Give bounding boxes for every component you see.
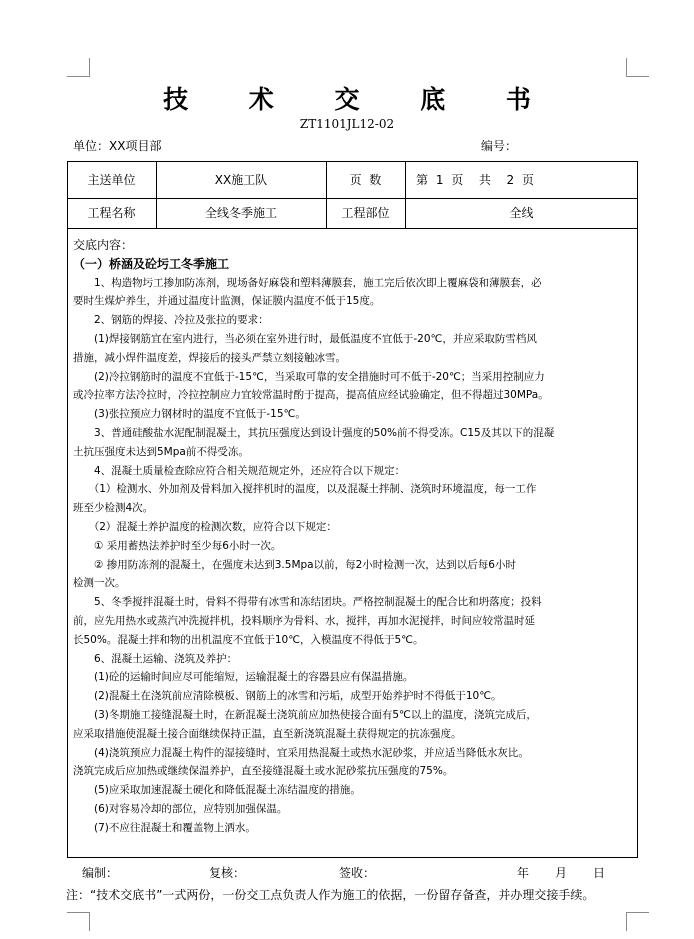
- content-line: ① 采用蓄热法养护时至少每6小时一次。: [73, 539, 282, 552]
- project-part-label: 工程部位: [341, 206, 390, 220]
- content-line: 土抗压强度未达到5Mpa前不得受冻。: [73, 445, 249, 458]
- table-row-divider: [67, 228, 638, 229]
- reviewed-by-label: 复核：: [209, 866, 246, 880]
- content-line: (1)焊接钢筋宜在室内进行，当必须在室外进行时，最低温度不宜低于-20℃，并应采取防雪档风: [73, 332, 537, 345]
- content-line: （2）混凝土养护温度的检测次数，应符合以下规定：: [73, 520, 337, 533]
- content-line: 浇筑完成后应加热或继续保温养护，直至接缝混凝土或水泥砂浆抗压强度的75%。: [73, 765, 454, 778]
- page-count-value: 第 1 页 共 2 页: [416, 173, 534, 187]
- section-heading: （一）桥涵及砼圬工冬季施工: [73, 256, 230, 271]
- content-line: 6、混凝土运输、浇筑及养护：: [73, 652, 238, 665]
- content-line: (5)应采取加速混凝土硬化和降低混凝土冻结温度的措施。: [73, 784, 361, 797]
- content-line: ② 掺用防冻剂的混凝土，在强度未达到3.5Mpa以前，每2小时检测一次，达到以后每6小时: [73, 558, 516, 571]
- received-by-label: 签收：: [339, 866, 376, 880]
- year-label: 年: [517, 866, 530, 880]
- content-line: (6)对容易冷却的部位，应特别加强保温。: [73, 802, 288, 815]
- content-line: (4)浇筑预应力混凝土构件的湿接缝时，宜采用热混凝土或热水泥砂浆，并应适当降低水灰比。: [73, 746, 529, 759]
- content-line: 应采取措施使混凝土接合面继续保持正温，直至新浇筑混凝土获得规定的抗冻强度。: [73, 727, 462, 740]
- send-unit-label: 主送单位: [87, 173, 136, 187]
- content-line: 或冷拉率方法冷拉时，冷拉控制应力宜较常温时酌于提高，提高值应经试验确定，但不得超过30MPa。: [73, 389, 549, 402]
- content-line: (3)冬期施工接缝混凝土时，在新混凝土浇筑前应加热使接合面有5℃以上的温度，浇筑完成后，: [73, 708, 537, 721]
- month-label: 月: [555, 866, 568, 880]
- page-count-label: 页 数: [349, 173, 382, 187]
- content-line: (1)砼的运输时间应尽可能缩短，运输混凝土的容器县应有保温措施。: [73, 671, 414, 684]
- serial-number-label: 编号：: [481, 139, 518, 153]
- project-name-value: 全线冬季施工: [204, 206, 277, 220]
- project-name-label: 工程名称: [87, 206, 136, 220]
- content-line: 班至少检测4次。: [73, 502, 154, 515]
- content-line: 长50%。混凝土拌和物的出机温度不宜低于10℃，入模温度不得低于5℃。: [73, 633, 424, 646]
- content-line: 检测一次。: [73, 577, 126, 590]
- unit-label: 单位：XX项目部: [73, 139, 162, 153]
- content-label: 交底内容：: [73, 238, 134, 252]
- document-number: ZT1101JL12-02: [299, 117, 395, 131]
- project-part-value: 全线: [509, 206, 534, 220]
- content-line: 前，应先用热水或蒸汽冲洗搅拌机，投料顺序为骨料、水，搅拌，再加水泥搅拌，时间应较常温时延: [73, 614, 535, 627]
- footnote: 注：“技术交底书”一式两份，一份交工点负责人作为施工的依据，一份留存备查，并办理交接手续。: [66, 888, 595, 902]
- content-line: (3)张拉预应力钢材时的温度不宜低于-15℃。: [73, 408, 306, 421]
- crop-mark-top-right: [626, 58, 649, 77]
- disclosure-content: [73, 236, 635, 838]
- content-line: (7)不应往混凝土和覆盖物上洒水。: [73, 821, 256, 834]
- send-unit-value: XX施工队: [214, 173, 268, 187]
- content-line: 措施，减小焊件温度差，焊接后的接头严禁立刻接触冰雪。: [73, 351, 346, 364]
- content-line: (2)冷拉钢筋时的温度不宜低于-15℃，当采取可靠的安全措施时可不低于-20℃；当采用控制应力: [73, 370, 545, 383]
- crop-mark-bottom-right: [626, 912, 649, 931]
- crop-mark-bottom-left: [67, 912, 90, 931]
- content-line: 3、普通硅酸盐水泥配制混凝土，其抗压强度达到设计强度的50%前不得受冻。C15及其以下的混凝: [73, 426, 555, 439]
- content-line: 2、钢筋的焊接、冷拉及张拉的要求：: [73, 314, 269, 327]
- content-line: 1、构造物圬工掺加防冻剂，现场备好麻袋和塑料薄膜套，施工完后依次即上覆麻袋和薄膜套，必: [73, 276, 542, 289]
- content-line: 要时生煤炉养生，并通过温度计监测，保证膜内温度不低于15度。: [73, 295, 381, 308]
- document-title: 技 术 交 底 书: [163, 85, 557, 114]
- content-line: 5、冬季搅拌混凝土时，骨料不得带有冰雪和冻结团块。严格控制混凝土的配合比和坍落度；投料: [73, 596, 542, 609]
- content-line: 4、混凝土质量检查除应符合相关规范规定外，还应符合以下规定：: [73, 464, 406, 477]
- content-line: (2)混凝土在浇筑前应清除模板、钢筋上的冰雪和污垢，成型开始养护时不得低于10℃。: [73, 690, 502, 703]
- day-label: 日: [593, 866, 606, 880]
- content-line: （1）检测水、外加剂及骨料加入搅拌机时的温度，以及混凝土拌制、浇筑时环境温度，每一工作: [73, 483, 537, 496]
- table-row-divider: [67, 198, 638, 199]
- crop-mark-top-left: [67, 58, 90, 77]
- compiled-by-label: 编制：: [82, 866, 119, 880]
